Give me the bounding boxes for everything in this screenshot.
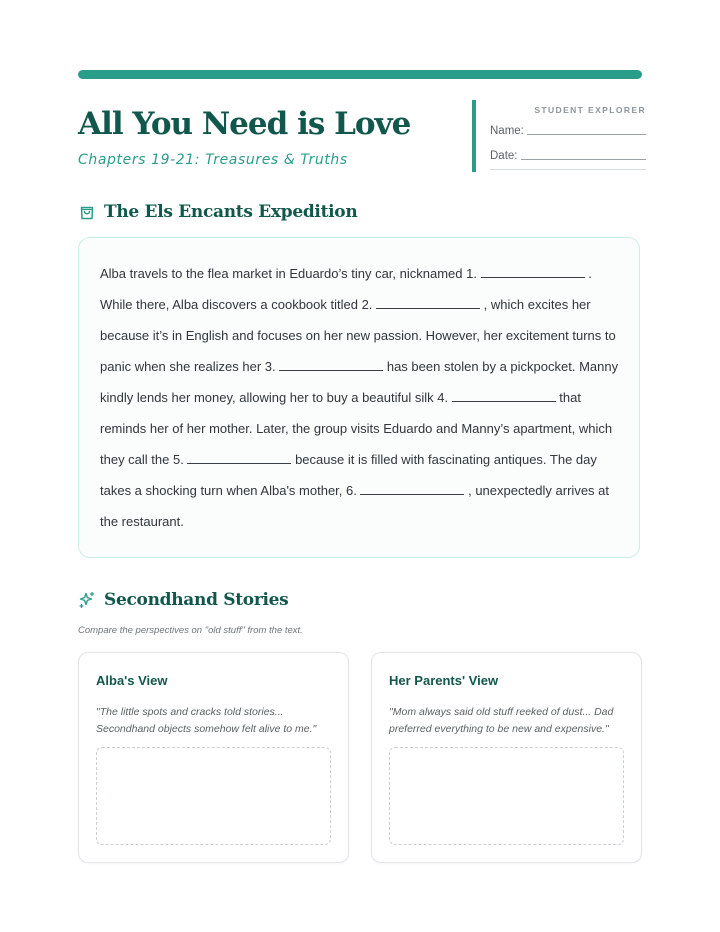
passage-segment: because it is filled with fascinating antiques. The day takes a shocking turn when Alba's mother, 6. bbox=[100, 452, 597, 498]
shopping-bag-icon bbox=[78, 203, 96, 221]
section-instructions: Compare the perspectives on "old stuff" from the text. bbox=[78, 625, 303, 636]
blank-3[interactable] bbox=[279, 358, 383, 371]
cloze-passage bbox=[100, 258, 619, 537]
section-expedition-title: The Els Encants Expedition bbox=[104, 202, 358, 222]
student-info-box bbox=[472, 100, 646, 172]
parents-view-card bbox=[371, 652, 642, 863]
blank-6[interactable] bbox=[360, 482, 464, 495]
section-secondhand-heading bbox=[78, 590, 288, 610]
card-title: Alba's View bbox=[96, 673, 168, 688]
name-field[interactable] bbox=[490, 125, 646, 137]
date-label: Date: bbox=[490, 150, 518, 162]
blank-4[interactable] bbox=[452, 389, 556, 402]
sparkles-icon bbox=[78, 591, 96, 609]
page-title: All You Need is Love bbox=[78, 106, 411, 142]
date-field[interactable] bbox=[490, 150, 646, 162]
answer-area[interactable] bbox=[389, 747, 624, 845]
blank-2[interactable] bbox=[376, 296, 480, 309]
passage-segment: Alba travels to the flea market in Eduardo’s tiny car, nicknamed 1. bbox=[100, 266, 477, 281]
name-label: Name: bbox=[490, 125, 524, 137]
section-expedition-heading bbox=[78, 202, 357, 222]
blank-1[interactable] bbox=[481, 265, 585, 278]
card-title: Her Parents' View bbox=[389, 673, 499, 688]
alba-view-card bbox=[78, 652, 349, 863]
answer-area[interactable] bbox=[96, 747, 331, 845]
passage-segment: . While there, Alba discovers a cookbook titled 2. bbox=[100, 266, 592, 312]
cloze-passage-box bbox=[78, 237, 640, 558]
student-explorer-label: STUDENT EXPLORER bbox=[534, 105, 646, 115]
blank-5[interactable] bbox=[187, 451, 291, 464]
page-subtitle: Chapters 19-21: Treasures & Truths bbox=[78, 152, 348, 168]
card-quote: "Mom always said old stuff reeked of dust... Dad preferred everything to be new and expensive." bbox=[389, 706, 614, 735]
name-input-line[interactable] bbox=[527, 134, 646, 135]
passage-segment: , unexpectedly arrives at the restaurant. bbox=[100, 483, 610, 529]
section-secondhand-title: Secondhand Stories bbox=[104, 590, 289, 610]
card-quote: "The little spots and cracks told stories... Secondhand objects somehow felt alive to me." bbox=[96, 706, 317, 735]
passage-segment: that reminds her of her mother. Later, the group visits Eduardo and Manny’s apartment, which they call the 5. bbox=[100, 390, 613, 467]
date-input-line[interactable] bbox=[521, 159, 647, 160]
passage-segment: , which excites her because it’s in English and focuses on her new passion. However, her excitement turns to panic when she realizes her 3. bbox=[100, 297, 616, 374]
top-accent-bar bbox=[78, 70, 642, 79]
passage-segment: has been stolen by a pickpocket. Manny kindly lends her money, allowing her to buy a beautiful silk 4. bbox=[100, 359, 619, 405]
worksheet-header bbox=[78, 100, 646, 174]
